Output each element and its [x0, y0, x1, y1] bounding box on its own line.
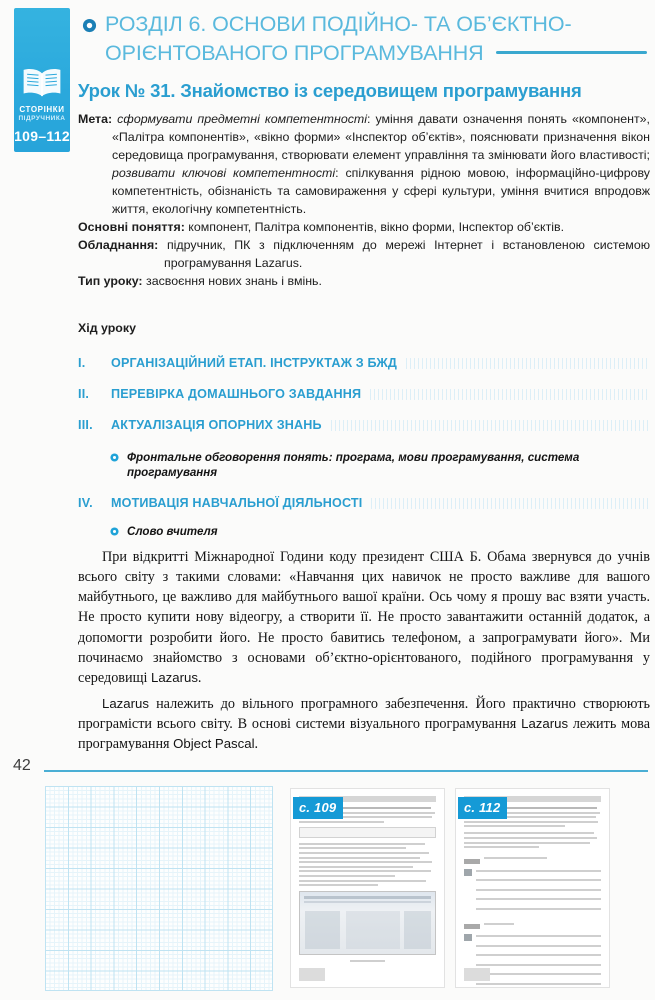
- open-book-icon: [21, 66, 63, 100]
- thumb-text-line: [476, 973, 601, 975]
- chapter-heading: [82, 10, 647, 67]
- chapter-title-line1: РОЗДІЛ 6. ОСНОВИ ПОДІЙНО- ТА ОБ’ЄКТНО-: [105, 12, 572, 36]
- subitem-2: [110, 524, 640, 539]
- thumb-text-line: [464, 837, 597, 839]
- meta-goal-text-1: : уміння давати означення понять «компонент», «Палітра компонентів», «вікно форми» «Інспектор об’єктів», пояснювати призначення вікон середовища програмування, створювати елемент управління та змінювати його властивості;: [112, 112, 650, 163]
- textbook-pages-badge: [14, 8, 70, 152]
- thumb-screenshot-figure: [299, 891, 436, 955]
- thumb-list-row: [464, 907, 601, 914]
- subitem-1: [110, 450, 640, 481]
- stage-number-3: III.: [78, 418, 93, 432]
- thumb-pencil-icon: [464, 934, 472, 941]
- stage-label-3: АКТУАЛІЗАЦІЯ ОПОРНИХ ЗНАНЬ: [111, 418, 322, 432]
- meta-lesson-type-row: [78, 272, 650, 290]
- body-para2-part-d: лежить мова програмування: [78, 716, 650, 753]
- stage-row-1: [78, 356, 650, 370]
- stage-number-1: I.: [78, 356, 86, 370]
- footer-rule: [44, 770, 648, 772]
- thumb-list-row: [464, 934, 601, 941]
- thumb-text-line: [299, 880, 426, 882]
- thumb-section-box: [299, 827, 436, 838]
- subitem-2-text: Слово вчителя: [127, 525, 218, 538]
- thumb-text-line: [476, 945, 601, 947]
- meta-concepts-row: [78, 218, 650, 236]
- page-number: 42: [13, 757, 31, 774]
- notes-grid-area: [45, 786, 273, 991]
- ring-bullet-icon: [82, 18, 97, 33]
- thumb-text-line: [464, 832, 594, 834]
- chapter-title-line2: ОРІЄНТОВАНОГО ПРОГРАМУВАННЯ: [105, 40, 484, 65]
- stage-number-4: IV.: [78, 496, 93, 510]
- thumb-text-line: [476, 983, 601, 985]
- meta-goal-italic-2: розвивати ключові компетентності: [112, 166, 336, 181]
- thumb-text-line: [464, 846, 539, 848]
- badge-label-textbook: ПІДРУЧНИКА: [18, 114, 66, 122]
- meta-goal-italic-1: сформувати предметні компетентності: [117, 112, 367, 126]
- thumb-text-line: [299, 852, 429, 854]
- thumb-text-line: [476, 898, 601, 900]
- thumb-section-marker: [464, 859, 480, 864]
- body-para2-lazarus-1: Lazarus: [102, 696, 149, 711]
- meta-equipment-text: підручник, ПК з підключенням до мережі Інтернет і встановленою системою програмування Lazarus.: [164, 238, 650, 271]
- textbook-page-thumbnail-112[interactable]: [455, 788, 610, 988]
- thumb-list-row: [464, 944, 601, 951]
- thumb-text-line: [299, 875, 395, 877]
- badge-label-pages: СТОРІНКИ: [19, 104, 65, 114]
- thumb-text-line: [476, 879, 601, 881]
- body-para2-part-b: належить до вільного програмного забезпечення. Його практично створюють програмісти всього світу. В основі системи візуального програмування: [78, 696, 650, 733]
- stage-row-4: [78, 496, 650, 510]
- stage-label-2: ПЕРЕВІРКА ДОМАШНЬОГО ЗАВДАННЯ: [111, 387, 362, 401]
- thumb-text-line: [299, 866, 413, 868]
- stage-fill-1: [406, 358, 650, 369]
- thumb-text-line: [299, 843, 425, 845]
- subitem-1-text: Фронтальне обговорення понять: програма, мови програмування, система програмування: [127, 451, 580, 480]
- stage-label-1: ОРГАНІЗАЦІЙНИЙ ЕТАП. ІНСТРУКТАЖ З БЖД: [111, 356, 397, 370]
- badge-page-range: 109–112: [14, 128, 70, 144]
- thumb-text-line: [464, 821, 598, 823]
- meta-lesson-type-label: Тип уроку:: [78, 274, 143, 289]
- thumb-text-line: [299, 821, 384, 823]
- body-para1-part-c: .: [197, 669, 202, 686]
- stage-fill-2: [370, 389, 650, 400]
- meta-equipment-row: [78, 236, 650, 272]
- body-para1-part-a: При відкритті Міжнародної Години коду президент США Б. Обама звернувся до учнів всього світу з такими словами: «Навчання цих навичок не просто важливе для вашого майбутнього, це важливо для майбутнього вашої країни. Ось чому я прошу вас взяти участь. Не просто купити нову відеогру, а створити її. Не просто завантажити останній додаток, а допомогти розробити його. Не просто бавитись телефоном, а запрограмувати його». Ми починаємо знайомство з основами об’єктно-орієнтованого, подійного програмування у середовищі: [78, 549, 650, 686]
- thumb-page-footer: [299, 968, 325, 981]
- thumb-list-row: [464, 982, 601, 988]
- thumb-list-row: [464, 953, 601, 960]
- thumb-text-line: [299, 884, 378, 886]
- thumb-list-row: [464, 888, 601, 895]
- meta-lesson-type-text: засвоєння нових знань і вмінь.: [146, 274, 322, 289]
- meta-concepts-label: Основні поняття:: [78, 220, 185, 235]
- body-paragraph-1: [78, 547, 650, 688]
- meta-goal-row: [78, 110, 650, 218]
- stage-fill-3: [331, 420, 650, 431]
- thumb-text-line: [299, 857, 420, 859]
- thumb-text-line: [476, 964, 601, 966]
- body-para2-part-f: .: [254, 736, 259, 753]
- thumb-text-line: [464, 842, 590, 844]
- thumb-list-row: [464, 869, 601, 876]
- thumb-text-line: [476, 954, 601, 956]
- stage-row-2: [78, 387, 650, 401]
- body-paragraph-2: [78, 694, 650, 754]
- ring-bullet-icon: [110, 527, 119, 536]
- body-para1-lazarus: Lazarus: [151, 669, 198, 685]
- thumb-section-marker: [464, 924, 480, 929]
- stage-label-4: МОТИВАЦІЯ НАВЧАЛЬНОЇ ДІЯЛЬНОСТІ: [111, 496, 363, 510]
- thumb-text-line: [299, 870, 431, 872]
- thumbnail-badge-109: с. 109: [293, 797, 343, 819]
- thumb-text-line: [476, 935, 601, 937]
- stage-number-2: II.: [78, 387, 90, 401]
- meta-goal-label: Мета:: [78, 112, 113, 126]
- thumbnail-badge-112: с. 112: [458, 797, 507, 819]
- body-para2-object-pascal: Object Pascal: [173, 736, 255, 752]
- thumb-pencil-icon: [464, 869, 472, 876]
- thumb-text-line: [464, 825, 565, 827]
- thumb-text-line: [299, 847, 406, 849]
- thumb-section-title: [484, 857, 547, 859]
- lesson-title: Урок № 31. Знайомство із середовищем програмування: [78, 80, 582, 101]
- thumb-text-line: [476, 889, 601, 891]
- ring-bullet-icon: [110, 453, 119, 462]
- chapter-title-rule: [496, 51, 647, 54]
- course-of-lesson-heading: Хід уроку: [78, 321, 136, 335]
- thumb-page-footer: [464, 968, 490, 981]
- stage-fill-4: [371, 498, 650, 509]
- body-para2-lazarus-2: Lazarus: [521, 716, 569, 732]
- thumb-list-row: [464, 897, 601, 904]
- thumb-section-title: [484, 923, 514, 925]
- stage-row-3: [78, 418, 650, 432]
- meta-concepts-text: компонент, Палітра компонентів, вікно форми, Інспектор об’єктів.: [188, 220, 565, 235]
- thumb-figure-caption: [350, 960, 386, 962]
- thumb-text-line: [476, 908, 601, 910]
- lesson-meta-block: [78, 110, 650, 290]
- thumb-text-line: [476, 870, 601, 872]
- meta-goal-text-2: : спілкування рідною мовою, інформаційно-цифрову компетентність, обізнаність та самовираження у сфері культури, уміння вчитися впродовж життя, екологічну компетентність.: [112, 166, 650, 217]
- thumb-text-line: [299, 861, 432, 863]
- textbook-page-thumbnail-109[interactable]: [290, 788, 445, 988]
- meta-equipment-label: Обладнання:: [78, 238, 159, 253]
- thumb-list-row: [464, 878, 601, 885]
